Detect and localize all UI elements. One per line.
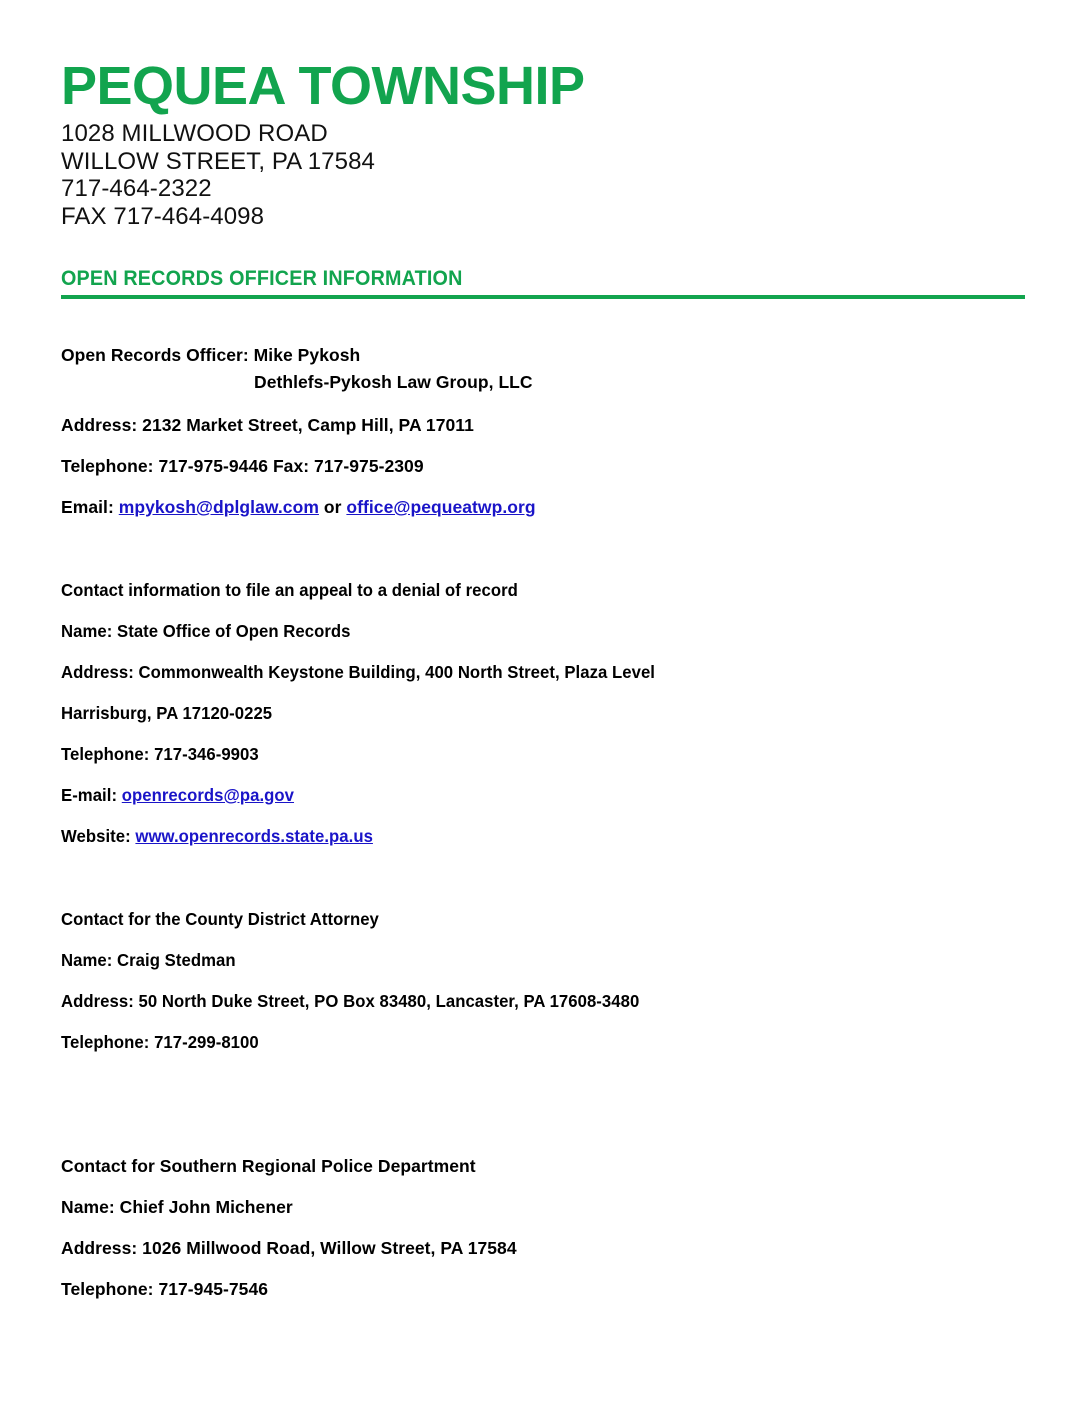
appeal-email-label: E-mail: xyxy=(61,785,118,805)
document-body xyxy=(61,345,1027,1300)
section-divider-rule xyxy=(61,295,1025,299)
masthead xyxy=(61,0,1027,230)
appeal-contact-block xyxy=(61,580,1027,847)
attorney-address-line: Address: 50 North Duke Street, PO Box 83480, Lancaster, PA 17608-3480 xyxy=(61,991,640,1011)
organization-address xyxy=(61,120,1027,230)
officer-telephone-fax-line: Telephone: 717-975-9446 Fax: 717-975-2309 xyxy=(61,456,424,476)
attorney-name-line: Name: Craig Stedman xyxy=(61,950,236,970)
fax-line: FAX 717-464-4098 xyxy=(61,202,265,230)
officer-address-line: Address: 2132 Market Street, Camp Hill, PA 17011 xyxy=(61,415,474,435)
section-header xyxy=(61,267,1027,299)
section-heading-text: OPEN RECORDS OFFICER INFORMATION xyxy=(61,267,463,290)
police-name-line: Name: Chief John Michener xyxy=(61,1197,293,1217)
officer-email-label: Email: xyxy=(61,497,114,517)
appeal-heading: Contact information to file an appeal to a denial of record xyxy=(61,580,518,600)
district-attorney-block xyxy=(61,909,1027,1053)
officer-email-line xyxy=(61,497,1027,518)
appeal-telephone-line: Telephone: 717-346-9903 xyxy=(61,744,259,764)
attorney-telephone-line: Telephone: 717-299-8100 xyxy=(61,1032,259,1052)
organization-title: PEQUEA TOWNSHIP xyxy=(61,56,585,116)
open-records-officer-block xyxy=(61,345,1027,518)
phone-line: 717-464-2322 xyxy=(61,175,212,202)
officer-name-line: Open Records Officer: Mike Pykosh xyxy=(61,345,361,365)
officer-firm-line: Dethlefs-Pykosh Law Group, LLC xyxy=(254,372,533,392)
appeal-website-label: Website: xyxy=(61,826,131,846)
appeal-email-line xyxy=(61,785,984,806)
police-address-line: Address: 1026 Millwood Road, Willow Street, PA 17584 xyxy=(61,1238,517,1258)
officer-email-primary-link[interactable]: mpykosh@dplglaw.com xyxy=(118,497,319,517)
attorney-heading: Contact for the County District Attorney xyxy=(61,909,379,929)
appeal-email-link[interactable]: openrecords@pa.gov xyxy=(121,785,295,805)
police-department-block xyxy=(61,1156,1027,1300)
appeal-website-link[interactable]: www.openrecords.state.pa.us xyxy=(135,826,373,846)
officer-email-separator: or xyxy=(323,497,342,517)
address-line-2: WILLOW STREET, PA 17584 xyxy=(61,147,375,175)
appeal-website-line xyxy=(61,826,984,847)
appeal-city-line: Harrisburg, PA 17120-0225 xyxy=(61,703,273,723)
officer-email-secondary-link[interactable]: office@pequeatwp.org xyxy=(346,497,536,517)
address-line-1: 1028 MILLWOOD ROAD xyxy=(61,120,328,147)
police-heading: Contact for Southern Regional Police Department xyxy=(61,1156,476,1176)
police-telephone-line: Telephone: 717-945-7546 xyxy=(61,1279,269,1299)
appeal-name-line: Name: State Office of Open Records xyxy=(61,621,351,641)
appeal-address-line: Address: Commonwealth Keystone Building, 400 North Street, Plaza Level xyxy=(61,662,655,682)
